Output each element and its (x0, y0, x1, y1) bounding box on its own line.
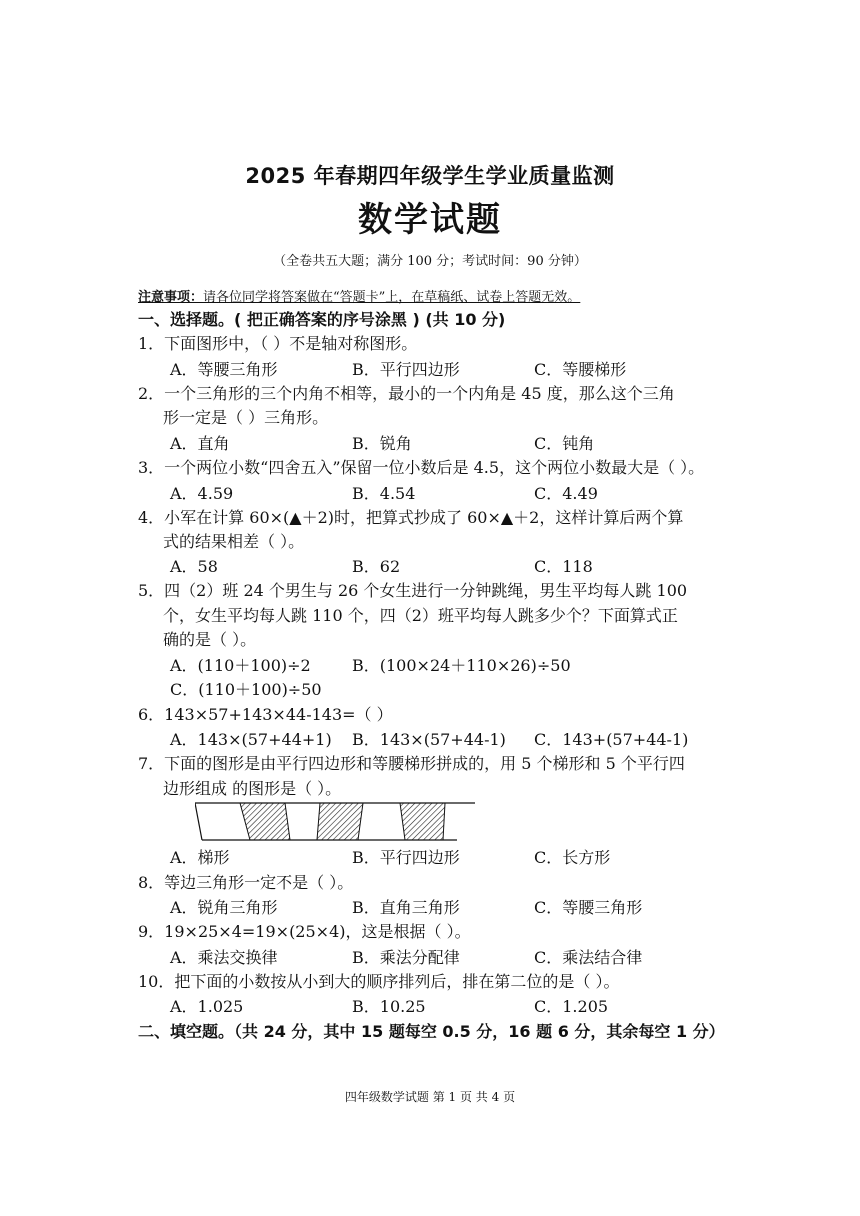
question-5-stem: 5．四（2）班 24 个男生与 26 个女生进行一分钟跳绳，男生平均每人跳 100 (138, 581, 688, 600)
question-5-option-c: C．(110＋100)÷50 (170, 680, 322, 699)
question-2-option-c: C．钝角 (534, 434, 595, 453)
question-9-option-a: A．乘法交换律 (170, 948, 278, 967)
question-2-option-b: B．锐角 (352, 434, 412, 453)
question-10-option-c: C．1.205 (534, 997, 609, 1016)
question-3-option-b: B．4.54 (352, 484, 416, 503)
question-9-option-c: C．乘法结合律 (534, 948, 643, 967)
notice-label: 注意事项： (138, 290, 204, 305)
hatched-trapezoid-1 (240, 803, 290, 840)
question-1-option-a: A．等腰三角形 (170, 360, 278, 379)
question-8-option-a: A．锐角三角形 (170, 898, 278, 917)
question-6-stem: 6．143×57+143×44-143=（ ） (138, 705, 393, 724)
question-6-option-a: A．143×(57+44+1) (170, 730, 332, 749)
question-8-option-c: C．等腰三角形 (534, 898, 643, 917)
exam-info: （全卷共五大题；满分 100 分；考试时间：90 分钟） (273, 254, 587, 269)
figure-left-edge (195, 803, 202, 840)
question-3-stem: 3．一个两位小数“四舍五入”保留一位小数后是 4.5，这个两位小数最大是（ ）。 (138, 458, 705, 477)
question-4-stem: 4．小军在计算 60×(▲＋2)时，把算式抄成了 60×▲＋2，这样计算后两个算 (138, 508, 684, 527)
section2-heading: 二、填空题。（共 24 分，其中 15 题每空 0.5 分，16 题 6 分，其余每空 1 分） (138, 1022, 725, 1041)
hatched-trapezoid-3 (400, 803, 445, 840)
trapezoid-parallelogram-figure (195, 802, 479, 842)
question-6-option-b: B．143×(57+44-1) (352, 730, 506, 749)
question-7-stem-2: 边形组成 的图形是（ ）。 (163, 779, 342, 798)
question-8-option-b: B．直角三角形 (352, 898, 460, 917)
question-2-stem: 2．一个三角形的三个内角不相等，最小的一个内角是 45 度，那么这个三角 (138, 384, 675, 403)
question-10-option-b: B．10.25 (352, 997, 426, 1016)
question-1-option-c: C．等腰梯形 (534, 360, 627, 379)
notice (138, 286, 738, 305)
question-8-stem: 8．等边三角形一定不是（ ）。 (138, 873, 354, 892)
question-4-option-b: B．62 (352, 557, 401, 576)
question-9-option-b: B．乘法分配律 (352, 948, 460, 967)
section1-heading: 一、选择题。( 把正确答案的序号涂黑 ) (共 10 分) (138, 310, 506, 329)
question-5-stem-3: 确的是（ ）。 (163, 630, 257, 649)
question-7-option-a: A．梯形 (170, 848, 230, 867)
question-3-option-c: C．4.49 (534, 484, 598, 503)
question-1-option-b: B．平行四边形 (352, 360, 460, 379)
question-5-option-a: A．(110＋100)÷2 (170, 656, 311, 675)
hatched-trapezoid-2 (317, 803, 363, 840)
notice-text: 请各位同学将答案做在“答题卡”上，在草稿纸、试卷上答题无效。 (203, 290, 581, 305)
question-7-option-b: B．平行四边形 (352, 848, 460, 867)
question-10-stem: 10．把下面的小数按从小到大的顺序排列后，排在第二位的是（ ）。 (138, 972, 620, 991)
question-10-option-a: A．1.025 (170, 997, 244, 1016)
question-7-stem: 7．下面的图形是由平行四边形和等腰梯形拼成的，用 5 个梯形和 5 个平行四 (138, 754, 685, 773)
question-7-option-c: C．长方形 (534, 848, 611, 867)
question-5-option-b: B．(100×24＋110×26)÷50 (352, 656, 571, 675)
exam-title: 2025 年春期四年级学生学业质量监测 (245, 164, 615, 188)
question-6-option-c: C．143+(57+44-1) (534, 730, 689, 749)
question-4-option-c: C．118 (534, 557, 593, 576)
subject-title: 数学试题 (358, 200, 502, 240)
page-footer: 四年级数学试题 第 1 页 共 4 页 (344, 1090, 516, 1104)
question-3-option-a: A．4.59 (170, 484, 234, 503)
question-5-stem-2: 个，女生平均每人跳 110 个，四（2）班平均每人跳多少个？下面算式正 (163, 606, 678, 625)
question-4-option-a: A．58 (170, 557, 218, 576)
question-2-stem-2: 形一定是（ ）三角形。 (163, 408, 329, 427)
question-9-stem: 9．19×25×4=19×(25×4)，这是根据（ ）。 (138, 922, 471, 941)
question-2-option-a: A．直角 (170, 434, 230, 453)
question-4-stem-2: 式的结果相差（ ）。 (163, 532, 305, 551)
question-1-stem: 1．下面图形中，（ ）不是轴对称图形。 (138, 334, 418, 353)
